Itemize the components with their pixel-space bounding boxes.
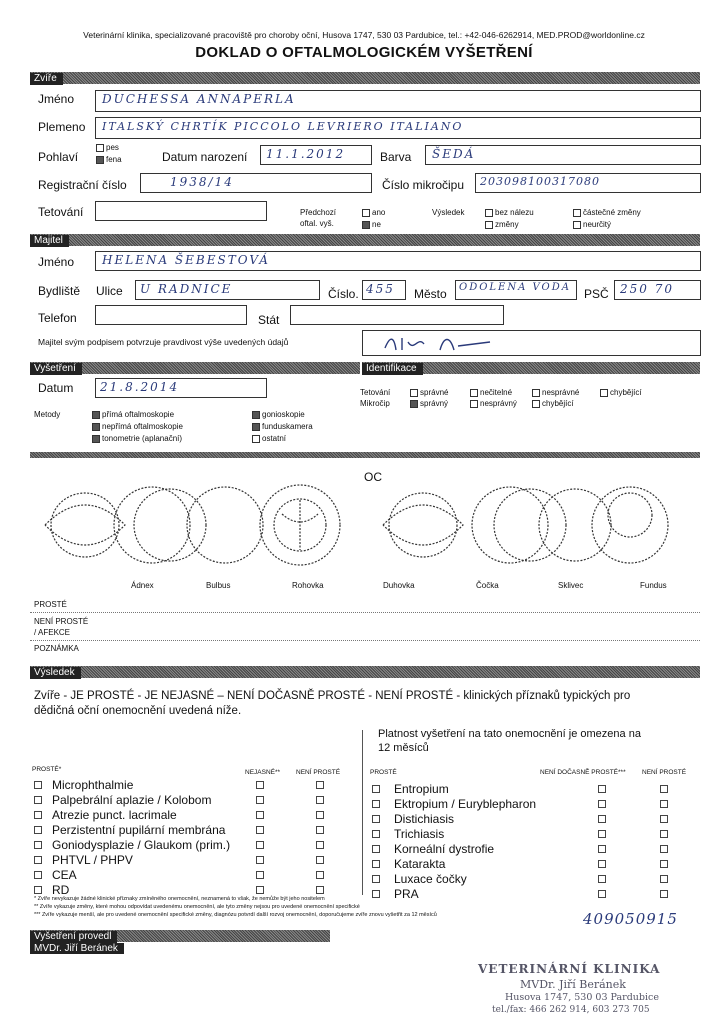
clinic-header: Veterinární klinika, specializované pracoviště pro choroby oční, Husova 1747, 530 03 Pardubice, tel.: +42-046-6262914, MED.PROD@worldonline.cz bbox=[83, 30, 645, 40]
section-owner bbox=[30, 234, 700, 246]
note-line-0 bbox=[30, 612, 700, 613]
left-unclear-check[interactable] bbox=[256, 826, 264, 834]
disease-left-3: Perzistentní pupilární membrána bbox=[52, 823, 226, 837]
method-5-text: ostatní bbox=[262, 434, 287, 443]
footnote-1: * Zvíře nevykazuje žádné klinické příznaky zmíněného onemocnění, neznamená to však, že nemůže být jeho nositelem bbox=[34, 896, 325, 902]
left-free-check[interactable] bbox=[34, 841, 42, 849]
ident-tattoo-opt-3[interactable] bbox=[600, 388, 642, 397]
right-temp-check[interactable] bbox=[598, 875, 606, 883]
right-free-check[interactable] bbox=[372, 815, 380, 823]
result-opt-3[interactable] bbox=[573, 220, 611, 229]
right-head-temp: NENÍ DOČASNĚ PROSTÉ*** bbox=[540, 769, 626, 776]
diagram-label-bulbus: Bulbus bbox=[206, 581, 231, 590]
right-temp-check[interactable] bbox=[598, 860, 606, 868]
diagram-top-rule bbox=[30, 452, 700, 458]
diagram-label-lens: Čočka bbox=[476, 581, 499, 590]
street-value: U RADNICE bbox=[140, 282, 233, 296]
left-not-free-check[interactable] bbox=[316, 871, 324, 879]
result-opt-0-text: bez nálezu bbox=[495, 208, 534, 217]
exam-date-value: 21.8.2014 bbox=[100, 380, 180, 394]
exam-date-label: Datum bbox=[38, 381, 74, 395]
left-not-free-check[interactable] bbox=[316, 811, 324, 819]
chip-number-label: Číslo mikročipu bbox=[382, 178, 465, 192]
right-temp-check[interactable] bbox=[598, 890, 606, 898]
result-opt-1-text: změny bbox=[495, 220, 519, 229]
left-unclear-check[interactable] bbox=[256, 886, 264, 894]
method-4[interactable] bbox=[252, 422, 313, 431]
left-unclear-check[interactable] bbox=[256, 871, 264, 879]
sex-female-option[interactable] bbox=[96, 155, 122, 164]
right-eye-mark: OC bbox=[364, 470, 382, 484]
disease-left-1: Palpebrální aplazie / Kolobom bbox=[52, 793, 212, 807]
prev-exam-label2: oftal. vyš. bbox=[300, 219, 334, 228]
disease-left-0: Microphthalmie bbox=[52, 778, 134, 792]
diagram-label-vitreous: Sklivec bbox=[558, 581, 584, 590]
disease-left-4: Goniodysplazie / Glaukom (prim.) bbox=[52, 838, 231, 852]
address-label: Bydliště bbox=[38, 284, 81, 298]
note-remark: POZNÁMKA bbox=[34, 644, 79, 653]
prev-no-option[interactable] bbox=[362, 220, 381, 229]
disease-left-6: CEA bbox=[52, 868, 77, 882]
house-number-label: Číslo. bbox=[328, 287, 359, 301]
result-opt-1[interactable] bbox=[485, 220, 519, 229]
birth-date-value: 11.1.2012 bbox=[266, 147, 346, 161]
section-result bbox=[30, 666, 700, 678]
state-label: Stát bbox=[258, 313, 280, 327]
note-free: PROSTÉ bbox=[34, 600, 67, 609]
left-unclear-check[interactable] bbox=[256, 781, 264, 789]
disease-right-2: Distichiasis bbox=[394, 812, 455, 826]
validity-text: Platnost vyšetření na tato onemocnění je omezena na bbox=[378, 728, 641, 740]
disease-right-5: Katarakta bbox=[394, 857, 446, 871]
disease-right-3: Trichiasis bbox=[394, 827, 445, 841]
footnote-2: ** Zvíře vykazuje změny, které mohou odpovídat uvedenému onemocnění, ale tyto změny nejsou pro uvedené onemocnění specifické bbox=[34, 904, 360, 910]
right-not-free-check[interactable] bbox=[660, 890, 668, 898]
disease-right-6: Luxace čočky bbox=[394, 872, 467, 886]
method-3[interactable] bbox=[252, 410, 305, 419]
birth-date-label: Datum narození bbox=[162, 150, 248, 164]
right-head-not-free: NENÍ PROSTÉ bbox=[642, 769, 687, 776]
street-label: Ulice bbox=[96, 284, 123, 298]
left-free-check[interactable] bbox=[34, 781, 42, 789]
ident-chip-opt-1[interactable] bbox=[470, 399, 517, 408]
left-not-free-check[interactable] bbox=[316, 886, 324, 894]
section-exam-label: Vyšetření bbox=[30, 363, 82, 375]
ident-chip-opt-1-text: nesprávný bbox=[480, 399, 517, 408]
verdict-line-2: dědičná oční onemocnění uvedená níže. bbox=[34, 705, 242, 717]
zip-value: 250 70 bbox=[620, 282, 674, 296]
result-opt-2-text: částečné změny bbox=[583, 208, 641, 217]
reg-number-value: 1938/14 bbox=[170, 175, 234, 189]
result-divider bbox=[362, 730, 363, 895]
disease-left-7: RD bbox=[52, 883, 70, 897]
verdict-line-1: Zvíře - JE PROSTÉ - JE NEJASNÉ – NENÍ DOČASNĚ PROSTÉ - NENÍ PROSTÉ - klinických příznaků typických pro bbox=[34, 690, 631, 702]
left-free-check[interactable] bbox=[34, 871, 42, 879]
left-free-check[interactable] bbox=[34, 796, 42, 804]
sex-male-text: pes bbox=[106, 143, 119, 152]
result-opt-3-text: neurčitý bbox=[583, 220, 612, 229]
zip-label: PSČ bbox=[584, 287, 609, 301]
right-not-free-check[interactable] bbox=[660, 845, 668, 853]
result-opt-0[interactable] bbox=[485, 208, 534, 217]
animal-name-label: Jméno bbox=[38, 92, 75, 106]
diagram-label-cornea: Rohovka bbox=[292, 581, 324, 590]
right-not-free-check[interactable] bbox=[660, 800, 668, 808]
color-value: ŠEDÁ bbox=[432, 147, 476, 161]
right-temp-check[interactable] bbox=[598, 830, 606, 838]
right-not-free-check[interactable] bbox=[660, 860, 668, 868]
method-0-text: přímá oftalmoskopie bbox=[102, 410, 175, 419]
breed-label: Plemeno bbox=[38, 120, 86, 134]
sex-male-option[interactable] bbox=[96, 143, 119, 152]
sex-label: Pohlaví bbox=[38, 150, 79, 164]
animal-name-value: DUCHESSA ANNAPERLA bbox=[102, 92, 296, 106]
eye-diagrams bbox=[30, 470, 700, 580]
disease-right-7: PRA bbox=[394, 887, 419, 901]
section-result-label: Výsledek bbox=[30, 667, 81, 679]
right-free-check[interactable] bbox=[372, 830, 380, 838]
left-head-unclear: NEJASNÉ** bbox=[245, 769, 281, 776]
left-unclear-check[interactable] bbox=[256, 811, 264, 819]
right-not-free-check[interactable] bbox=[660, 830, 668, 838]
method-0[interactable] bbox=[92, 410, 174, 419]
left-not-free-check[interactable] bbox=[316, 781, 324, 789]
result-label: Výsledek bbox=[432, 208, 465, 217]
left-not-free-check[interactable] bbox=[316, 796, 324, 804]
methods-label: Metody bbox=[34, 410, 61, 419]
breed-value: ITALSKÝ CHRTÍK PICCOLO LEVRIERO ITALIANO bbox=[102, 120, 464, 133]
right-free-check[interactable] bbox=[372, 785, 380, 793]
left-free-check[interactable] bbox=[34, 886, 42, 894]
note-line-1 bbox=[30, 640, 700, 641]
left-not-free-check[interactable] bbox=[316, 841, 324, 849]
footnote-3: *** Zvíře vykazuje menší, ale pro uvedené onemocnění specifické změny, diagnózu potvrdí další rozvoj onemocnění, doporučujeme zvíře znovu vyšetřit za 12 měsíců bbox=[34, 912, 437, 918]
method-3-text: gonioskopie bbox=[262, 410, 305, 419]
right-free-check[interactable] bbox=[372, 860, 380, 868]
phone-label: Telefon bbox=[38, 311, 77, 325]
ident-chip-label: Mikročip bbox=[360, 399, 390, 408]
stamp-name: MVDr. Jiří Beránek bbox=[520, 978, 626, 991]
method-2[interactable] bbox=[92, 434, 182, 443]
city-label: Město bbox=[414, 287, 447, 301]
ident-tattoo-label: Tetování bbox=[360, 388, 391, 397]
left-not-free-check[interactable] bbox=[316, 856, 324, 864]
city-value: ODOLENA VODA bbox=[459, 282, 571, 293]
result-opt-2[interactable] bbox=[573, 208, 641, 217]
ident-tattoo-opt-0[interactable] bbox=[410, 388, 448, 397]
ident-tattoo-opt-2-text: nesprávné bbox=[542, 388, 580, 397]
ident-chip-opt-0[interactable] bbox=[410, 399, 448, 408]
tattoo-field[interactable] bbox=[95, 201, 267, 221]
disease-left-2: Atrezie punct. lacrimale bbox=[52, 808, 177, 822]
owner-name-value: HELENA ŠEBESTOVÁ bbox=[102, 253, 270, 267]
right-temp-check[interactable] bbox=[598, 845, 606, 853]
right-not-free-check[interactable] bbox=[660, 875, 668, 883]
house-number-value: 455 bbox=[366, 282, 395, 296]
ident-tattoo-opt-0-text: správné bbox=[420, 388, 449, 397]
left-free-check[interactable] bbox=[34, 856, 42, 864]
section-exam bbox=[30, 362, 360, 374]
right-temp-check[interactable] bbox=[598, 785, 606, 793]
examiner-name: MVDr. Jiří Beránek bbox=[30, 943, 124, 954]
prev-exam-label: Předchozí bbox=[300, 208, 337, 217]
section-owner-label: Majitel bbox=[30, 235, 69, 247]
right-free-check[interactable] bbox=[372, 800, 380, 808]
method-2-text: tonometrie (aplanační) bbox=[102, 434, 183, 443]
note-not-free: NENÍ PROSTÉ bbox=[34, 617, 89, 626]
result-number: 409050915 bbox=[583, 910, 678, 928]
ident-chip-opt-0-text: správný bbox=[420, 399, 449, 408]
right-free-check[interactable] bbox=[372, 890, 380, 898]
ident-chip-opt-2-text: chybějící bbox=[542, 399, 574, 408]
validity-text-2: 12 měsíců bbox=[378, 742, 429, 754]
right-temp-check[interactable] bbox=[598, 815, 606, 823]
reg-number-label: Registrační číslo bbox=[38, 178, 127, 192]
document-title: DOKLAD O OFTALMOLOGICKÉM VYŠETŘENÍ bbox=[195, 44, 533, 61]
note-affection: / AFEKCE bbox=[34, 628, 71, 637]
section-animal-label: Zvíře bbox=[30, 73, 63, 85]
method-4-text: funduskamera bbox=[262, 422, 313, 431]
disease-left-5: PHTVL / PHPV bbox=[52, 853, 133, 867]
color-label: Barva bbox=[380, 150, 412, 164]
left-unclear-check[interactable] bbox=[256, 856, 264, 864]
left-head-free: PROSTÉ* bbox=[32, 766, 62, 773]
ident-tattoo-opt-3-text: chybějící bbox=[610, 388, 642, 397]
method-1[interactable] bbox=[92, 422, 183, 431]
ident-tattoo-opt-2[interactable] bbox=[532, 388, 579, 397]
section-animal bbox=[30, 72, 700, 84]
left-unclear-check[interactable] bbox=[256, 796, 264, 804]
ident-tattoo-opt-1-text: nečitelné bbox=[480, 388, 513, 397]
stamp-address: Husova 1747, 530 03 Pardubice bbox=[505, 992, 659, 1003]
left-unclear-check[interactable] bbox=[256, 841, 264, 849]
method-1-text: nepřímá oftalmoskopie bbox=[102, 422, 183, 431]
right-free-check[interactable] bbox=[372, 845, 380, 853]
left-head-not-free: NENÍ PROSTÉ bbox=[296, 769, 341, 776]
consent-text: Majitel svým podpisem potvrzuje pravdivost výše uvedených údajů bbox=[38, 337, 289, 347]
chip-number-value: 203098100317080 bbox=[480, 175, 600, 188]
disease-right-4: Korneální dystrofie bbox=[394, 842, 495, 856]
section-identification bbox=[362, 362, 700, 374]
prev-yes-option[interactable] bbox=[362, 208, 385, 217]
owner-signature bbox=[380, 332, 530, 354]
stamp-clinic: VETERINÁRNÍ KLINIKA bbox=[478, 962, 661, 976]
right-not-free-check[interactable] bbox=[660, 785, 668, 793]
section-examiner-label: Vyšetření provedl bbox=[30, 931, 117, 943]
right-head-free: PROSTÉ bbox=[370, 769, 397, 776]
stamp-phone: tel./fax: 466 262 914, 603 273 705 bbox=[492, 1005, 650, 1015]
diagram-label-adnex: Ádnex bbox=[131, 581, 154, 590]
right-temp-check[interactable] bbox=[598, 800, 606, 808]
disease-right-1: Ektropium / Euryblepharon bbox=[394, 797, 537, 811]
prev-no-text: ne bbox=[372, 220, 381, 229]
method-5[interactable] bbox=[252, 434, 286, 443]
diagram-label-fundus: Fundus bbox=[640, 581, 667, 590]
state-field[interactable] bbox=[290, 305, 504, 325]
diagram-label-iris: Duhovka bbox=[383, 581, 415, 590]
tattoo-label: Tetování bbox=[38, 205, 84, 219]
right-not-free-check[interactable] bbox=[660, 815, 668, 823]
phone-field[interactable] bbox=[95, 305, 247, 325]
ident-tattoo-opt-1[interactable] bbox=[470, 388, 512, 397]
section-examiner bbox=[30, 930, 330, 942]
left-not-free-check[interactable] bbox=[316, 826, 324, 834]
ident-chip-opt-2[interactable] bbox=[532, 399, 574, 408]
left-free-check[interactable] bbox=[34, 826, 42, 834]
prev-yes-text: ano bbox=[372, 208, 386, 217]
sex-female-text: fena bbox=[106, 155, 122, 164]
disease-right-0: Entropium bbox=[394, 782, 449, 796]
left-free-check[interactable] bbox=[34, 811, 42, 819]
section-identification-label: Identifikace bbox=[362, 363, 423, 375]
owner-name-label: Jméno bbox=[38, 255, 75, 269]
right-free-check[interactable] bbox=[372, 875, 380, 883]
